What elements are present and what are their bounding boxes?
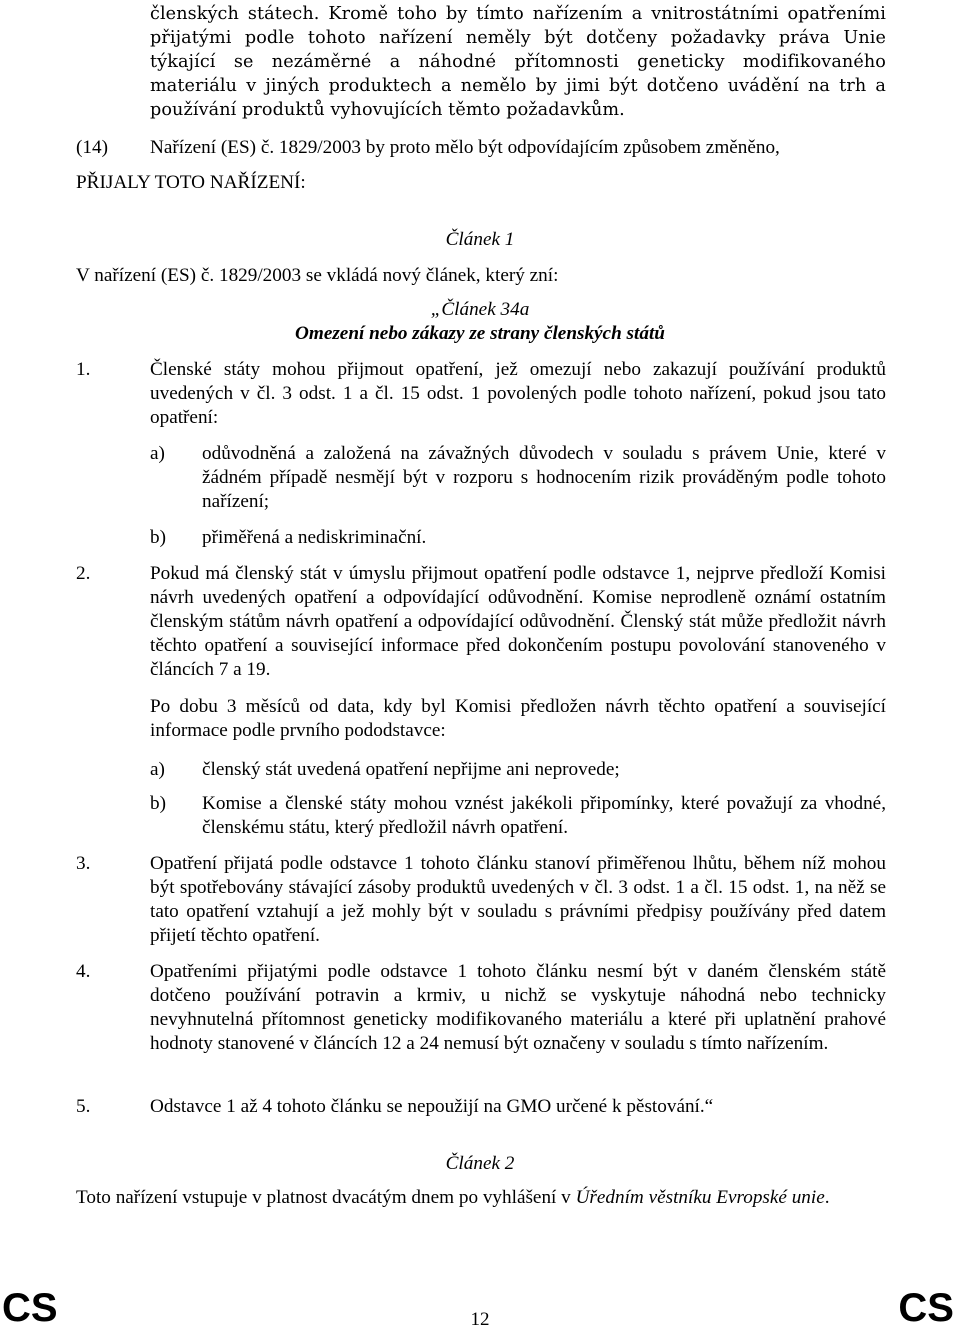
page-number: 12 <box>470 1309 490 1330</box>
para-1-item-a-text: odůvodněná a založená na závažných důvodech v souladu s právem Unie, které v žádném případě nesmějí být v rozporu s hodnocením rizik prováděným podle tohoto nařízení; <box>202 443 886 512</box>
article-2-heading: Článek 2 <box>445 1153 515 1174</box>
para-2-item-a-label: a) <box>150 759 165 780</box>
article-34a-title: Omezení nebo zákazy ze strany členských států <box>295 323 665 344</box>
para-2-subparagraph: Po dobu 3 měsíců od data, kdy byl Komisi předložen návrh těchto opatření a související informace podle prvního pododstavce: <box>150 696 886 741</box>
para-1-item-b-text: přiměřená a nediskriminační. <box>202 527 427 548</box>
para-3-number: 3. <box>76 853 91 874</box>
para-1-text: Členské státy mohou přijmout opatření, jež omezují nebo zakazují používání produktů uvedených v čl. 3 odst. 1 a čl. 15 odst. 1 povolených podle tohoto nařízení, pokud jsou tato opatření: <box>150 359 886 428</box>
para-1-item-b-label: b) <box>150 527 166 548</box>
para-2-item-b-label: b) <box>150 793 166 814</box>
footer-language-left: CS <box>2 1286 58 1330</box>
recital-14-number: (14) <box>76 137 108 158</box>
footer-language-right: CS <box>898 1286 954 1330</box>
article-1-heading: Článek 1 <box>445 229 515 250</box>
para-4-text: Opatřeními přijatými podle odstavce 1 tohoto článku nesmí být v daném členském státě dotčeno používání potravin a krmiv, u nichž se vyskytuje náhodná nebo technicky nevyhnutelná přítomnost geneticky modifikovaného materiálu a které při uplatnění prahové hodnoty stanovené v článcích 12 a 24 nemusí být označeny v souladu s tímto nařízením. <box>150 961 886 1054</box>
para-2-item-b-text: Komise a členské státy mohou vznést jakékoli připomínky, které považují za vhodné, členskému státu, který předložil návrh opatření. <box>202 793 886 838</box>
adopted-formula: PŘIJALY TOTO NAŘÍZENÍ: <box>76 172 306 193</box>
article-1-intro: V nařízení (ES) č. 1829/2003 se vkládá nový článek, který zní: <box>76 265 559 286</box>
para-1-number: 1. <box>76 359 91 380</box>
para-4-number: 4. <box>76 961 91 982</box>
para-2-number: 2. <box>76 563 91 584</box>
article-2-text-after: . <box>824 1187 830 1208</box>
para-2-text: Pokud má členský stát v úmyslu přijmout opatření podle odstavce 1, nejprve předloží Komisi návrh uvedených opatření a odpovídající odůvodnění. Komise neprodleně oznámí ostatním členským státům návrh opatření a odpovídající odůvodnění. Členský stát může předložit návrh těchto opatření a související informace před dokončením postupu povolování stanoveného v článcích 7 a 19. <box>150 563 886 680</box>
article-2-text-before: Toto nařízení vstupuje v platnost dvacátým dnem po vyhlášení v <box>76 1187 576 1208</box>
para-5-number: 5. <box>76 1096 91 1117</box>
para-5-text: Odstavce 1 až 4 tohoto článku se nepoužijí na GMO určené k pěstování.“ <box>150 1096 714 1117</box>
recital-14-text: Nařízení (ES) č. 1829/2003 by proto mělo být odpovídajícím způsobem změněno, <box>150 137 780 158</box>
para-3-text: Opatření přijatá podle odstavce 1 tohoto článku stanoví přiměřenou lhůtu, během níž mohou být spotřebovány stávající zásoby produktů uvedených v čl. 3 odst. 1 a čl. 15 odst. 1, na něž se tato opatření vztahují a jež mohly být v souladu s právními předpisy používány před datem přijetí těchto opatření. <box>150 853 886 946</box>
intro-paragraph: členských státech. Kromě toho by tímto nařízením a vnitrostátními opatřeními přijatými podle tohoto nařízení neměly být dotčeny požadavky práva Unie týkající se nezáměrné a náhodné přítomnosti geneticky modifikovaného materiálu v jiných produktech a nemělo by jimi být dotčeno uvádění na trh a používání produktů vyhovujících těmto požadavkům. <box>150 4 886 120</box>
para-1-item-a-label: a) <box>150 443 165 464</box>
para-2-item-a-text: členský stát uvedená opatření nepřijme ani neprovede; <box>202 759 620 780</box>
article-34a-heading: „Článek 34a <box>430 299 530 320</box>
article-2-text <box>76 1186 886 1210</box>
official-journal-name: Úředním věstníku Evropské unie <box>575 1187 825 1208</box>
